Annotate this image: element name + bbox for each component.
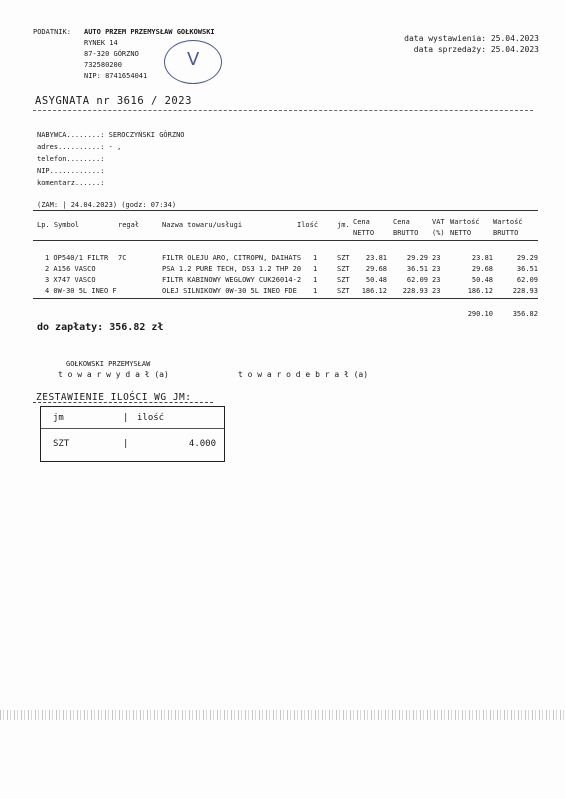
header-vat-1: VAT xyxy=(432,218,445,226)
row-name: FILTR KABINOWY WEGLOWY CUK26014-2 xyxy=(162,276,302,284)
summary-row-qty: 4.000 xyxy=(188,439,216,449)
seller-street: RYNEK 14 xyxy=(84,39,118,47)
total-net: 290.10 xyxy=(467,310,493,318)
header-price-net-1: Cena xyxy=(353,218,370,226)
summary-row-unit: SZT xyxy=(53,439,70,449)
header-value-gross-1: Wartość xyxy=(493,218,523,226)
header-regal: regał xyxy=(118,221,140,229)
row-lp-symbol: 1 OP540/1 FILTR xyxy=(45,254,109,262)
row-name: OLEJ SILNIKOWY 0W-30 5L INEO FDE xyxy=(162,287,297,295)
header-value-gross-2: BRUTTO xyxy=(493,229,519,237)
row-price-gross: 62.09 xyxy=(406,276,428,284)
row-price-gross: 36.51 xyxy=(406,265,428,273)
row-name: PSA 1.2 PURE TECH, DS3 1.2 THP 20 xyxy=(162,265,302,273)
stamp-mark: V xyxy=(187,49,200,70)
row-regal: 7C xyxy=(118,254,127,262)
summary-header-border xyxy=(41,428,224,429)
row-value-net: 50.48 xyxy=(471,276,493,284)
buyer-phone-line: telefon........: xyxy=(37,155,105,163)
row-qty: 1 xyxy=(313,276,318,284)
row-price-net: 23.81 xyxy=(365,254,387,262)
row-qty: 1 xyxy=(313,287,318,295)
header-vat-2: (%) xyxy=(432,229,445,237)
table-header-border xyxy=(33,240,538,241)
row-lp-symbol: 2 A156 VASCO xyxy=(45,265,96,273)
header-price-gross-1: Cena xyxy=(393,218,410,226)
row-price-net: 186.12 xyxy=(361,287,387,295)
row-value-net: 29.68 xyxy=(471,265,493,273)
summary-title: ZESTAWIENIE ILOŚCI WG JM: xyxy=(36,392,192,403)
row-unit: SZT xyxy=(337,254,350,262)
row-value-gross: 36.51 xyxy=(516,265,538,273)
row-value-net: 186.12 xyxy=(467,287,493,295)
seller-city: 87-320 GÓRZNO xyxy=(84,50,139,58)
row-value-gross: 62.09 xyxy=(516,276,538,284)
scan-noise-strip xyxy=(0,710,565,720)
header-value-net-1: Wartość xyxy=(450,218,480,226)
row-lp-symbol: 3 X747 VASCO xyxy=(45,276,96,284)
row-value-gross: 228.93 xyxy=(512,287,538,295)
total-gross: 356.82 xyxy=(512,310,538,318)
summary-table xyxy=(40,406,225,462)
seller-label: PODATNIK: xyxy=(33,28,71,36)
row-vat: 23 xyxy=(432,287,441,295)
row-unit: SZT xyxy=(337,265,350,273)
buyer-nip-line: NIP............: xyxy=(37,167,105,175)
issuer-name: GOŁKOWSKI PRZEMYSŁAW xyxy=(66,360,151,368)
row-value-net: 23.81 xyxy=(471,254,493,262)
row-unit: SZT xyxy=(337,287,350,295)
header-qty: Ilość xyxy=(297,221,319,229)
row-unit: SZT xyxy=(337,276,350,284)
handwritten-check-stamp xyxy=(164,40,222,84)
document-title: ASYGNATA nr 3616 / 2023 xyxy=(35,95,192,107)
seller-nip: NIP: 8741654041 xyxy=(84,72,148,80)
row-qty: 1 xyxy=(313,265,318,273)
row-vat: 23 xyxy=(432,254,441,262)
received-by-label: t o w a r o d e b r a ł (a) xyxy=(238,370,369,379)
row-price-net: 29.68 xyxy=(365,265,387,273)
summary-header-divider: | xyxy=(123,413,129,423)
summary-title-divider xyxy=(33,402,213,403)
row-vat: 23 xyxy=(432,265,441,273)
table-bottom-border xyxy=(33,298,538,299)
buyer-line: NABYWCA........: SEROCZYŃSKI GÓRZNO xyxy=(37,131,185,139)
amount-to-pay: do zapłaty: 356.82 zł xyxy=(37,322,164,333)
row-price-gross: 228.93 xyxy=(402,287,428,295)
header-value-net-2: NETTO xyxy=(450,229,472,237)
seller-name: AUTO PRZEM PRZEMYSŁAW GOŁKOWSKI xyxy=(84,28,215,36)
issued-by-label: t o w a r w y d a ł (a) xyxy=(58,370,169,379)
order-line: (ZAM: | 24.04.2023) (godz: 07:34) xyxy=(37,201,177,209)
row-value-gross: 29.29 xyxy=(516,254,538,262)
row-vat: 23 xyxy=(432,276,441,284)
buyer-address-line: adres..........: - , xyxy=(37,143,122,151)
table-top-border xyxy=(33,210,538,211)
header-unit: jm. xyxy=(337,221,350,229)
header-price-net-2: NETTO xyxy=(353,229,375,237)
title-divider xyxy=(33,110,533,111)
summary-row-divider: | xyxy=(123,439,129,449)
row-lp-symbol: 4 0W-30 5L INEO F xyxy=(45,287,117,295)
header-name: Nazwa towaru/usługi xyxy=(162,221,243,229)
summary-header-unit: jm xyxy=(53,413,64,423)
summary-header-qty: ilość xyxy=(137,413,165,423)
issue-date: data wystawienia: 25.04.2023 xyxy=(404,34,539,43)
row-qty: 1 xyxy=(313,254,318,262)
header-price-gross-2: BRUTTO xyxy=(393,229,419,237)
seller-phone: 732580200 xyxy=(84,61,122,69)
row-price-gross: 29.29 xyxy=(406,254,428,262)
sale-date: data sprzedaży: 25.04.2023 xyxy=(413,45,539,54)
row-price-net: 50.48 xyxy=(365,276,387,284)
row-name: FILTR OLEJU ARO, CITROPN, DAIHATS xyxy=(162,254,302,262)
buyer-comment-line: komentarz......: xyxy=(37,179,105,187)
header-lp-symbol: Lp. Symbol xyxy=(37,221,80,229)
